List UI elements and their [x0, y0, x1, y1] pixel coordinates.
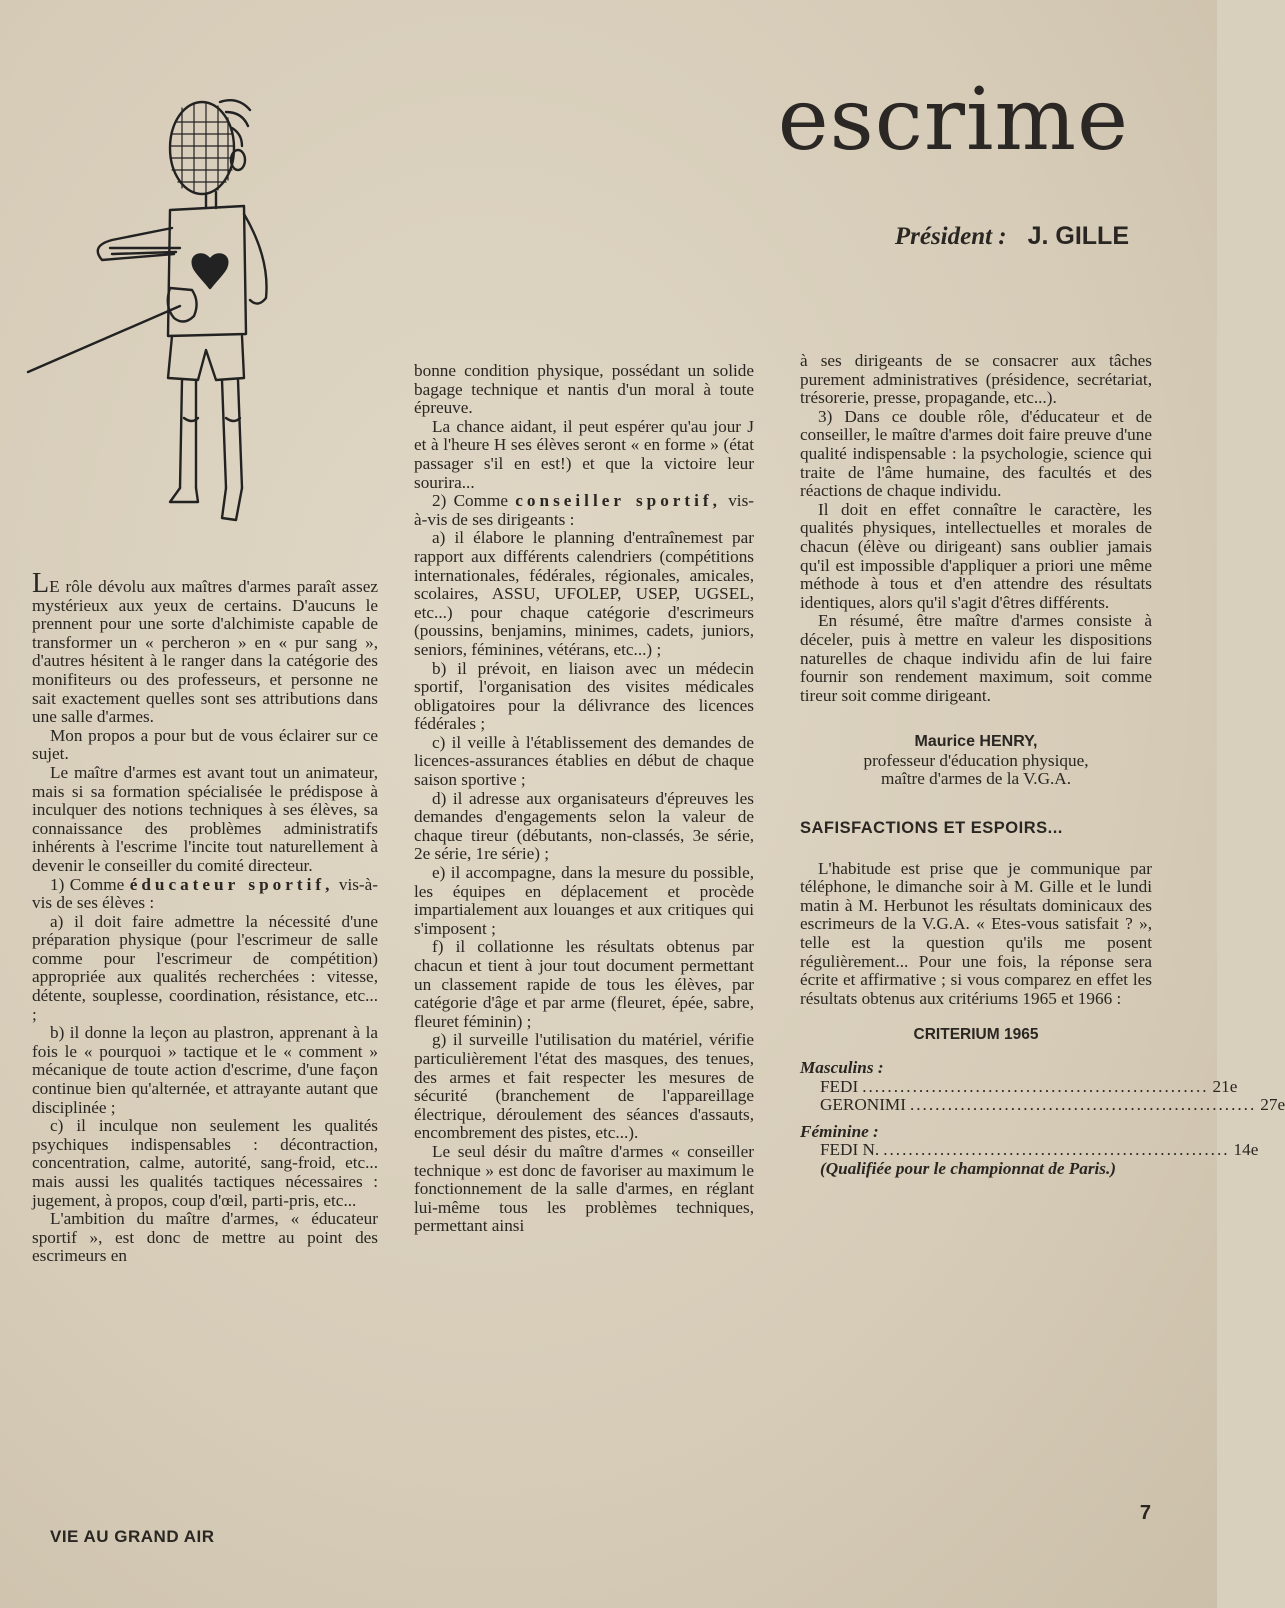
article-column-1 — [32, 568, 378, 1266]
result-row: FEDI ....................................................... 21e — [820, 1076, 1238, 1096]
list-item: d) il adresse aux organisateurs d'épreuves les demandes d'engagements selon la valeur de chaque tireur (débutants, non-classés, 3e série, 2e série, 1re série) ; — [414, 788, 754, 864]
paragraph: à ses dirigeants de se consacrer aux tâches purement administratives (présidence, secrétariat, trésorerie, presse, propagande, etc...). — [800, 351, 1152, 408]
list-item: a) il élabore le planning d'entraînemest par rapport aux différents calendriers (compétitions internationales, fédérales, régionales, amicales, scolaires, ASSU, UFOLEP, USEP, UGSEL, etc...) pour chaque catégorie d'escrimeurs (poussins, benjamins, minimes, cadets, juniors, seniors, féminines, vétérans, etc...) ; — [414, 528, 754, 659]
keyword: conseiller sportif, — [515, 491, 721, 511]
list-item: c) il veille à l'établissement des demandes de licences-assurances établies en début de chaque saison sportive ; — [414, 732, 754, 790]
keyword: éducateur sportif, — [129, 874, 334, 894]
paragraph: Mon propos a pour but de vous éclairer sur ce sujet. — [32, 725, 378, 764]
paragraph: Le seul désir du maître d'armes « conseiller technique » est donc de favoriser au maximum le fonctionnement de la salle d'armes, en réglant lui-même tous les problèmes techniques, permettant ainsi — [414, 1141, 754, 1236]
list-item: b) il prévoit, en liaison avec un médecin sportif, l'organisation des visites médicales obligatoires pour la délivrance des licences fédérales ; — [414, 658, 754, 734]
paragraph: La chance aidant, il peut espérer qu'au jour J et à l'heure H ses élèves seront « en forme » (état passager s'il en est!) et que la victoire leur sourira... — [414, 416, 754, 492]
section-heading: SAFISFACTIONS ET ESPOIRS... — [800, 819, 1063, 838]
paragraph: 1) Comme éducateur sportif, vis-à-vis de ses élèves : — [32, 874, 378, 913]
fencer-icon — [20, 88, 300, 548]
result-name: GERONIMI — [820, 1095, 906, 1115]
paragraph: 2) Comme conseiller sportif, vis-à-vis de ses dirigeants : — [414, 491, 754, 529]
list-item: a) il doit faire admettre la nécessité d'une préparation physique (pour l'escrimeur de salle comme pour l'escrimeur de compétition) appropriée aux qualités recherchées : vitesse, détente, souplesse, coordination, résistance, etc... ; — [32, 911, 378, 1024]
article-column-2 — [414, 362, 754, 1236]
list-item: e) il accompagne, dans la mesure du possible, les équipes en déplacement et procède impartialement aux louanges et aux critiques qui s'imposent ; — [414, 863, 754, 938]
paragraph: 3) Dans ce double rôle, d'éducateur et de conseiller, le maître d'armes doit faire preuve d'une qualité indispensable : la psychologie, science qui traite de l'âme humaine, des facultés et des réactions de chaque individu. — [800, 406, 1152, 501]
paragraph: LE rôle dévolu aux maîtres d'armes paraît assez mystérieux aux yeux de certains. D'aucuns le prennent pour une sorte d'alchimiste capable de transformer un « percheron » en « pur sang », d'autres hésitent à le ranger dans la catégorie des monifiteurs ou des professeurs, et personne ne sait exactement quelles sont ses attributions dans une salle d'armes. — [32, 568, 378, 727]
result-row: FEDI N. ....................................................... 14e — [820, 1140, 1259, 1160]
paragraph: En résumé, être maître d'armes consiste à déceler, puis à mettre en valeur les dispositions naturelles de chaque individu afin de lui faire fournir son rendement maximum, soit comme tireur soit comme dirigeant. — [800, 611, 1152, 705]
result-name: FEDI — [820, 1076, 859, 1096]
paragraph: Il doit en effet connaître le caractère, les qualités physiques, intellectuelles et morales de chacun (élève ou dirigeant) sans oublier jamais qu'il est impossible d'appliquer a priori une même méthode à tous et d'en attendre des résultats identiques, alors qu'il s'agit d'êtres différents. — [800, 499, 1152, 612]
article-column-3 — [800, 351, 1285, 1179]
results-label: Féminine : — [800, 1121, 879, 1141]
paragraph: bonne condition physique, possédant un solide bagage technique et nantis d'un moral à toute épreuve. — [414, 361, 754, 418]
results-label: Masculins : — [800, 1058, 884, 1077]
result-rank: 14e — [1233, 1140, 1259, 1160]
result-row: GERONIMI ....................................................... 27e — [820, 1095, 1285, 1115]
page-title: escrime — [777, 70, 1129, 170]
page-number: 7 — [1139, 1502, 1151, 1524]
list-item: b) il donne la leçon au plastron, apprenant à la fois le « pourquoi » tactique et le « comment » mécanique de toute action d'escrime, d'une façon continue bien qu'alternée, et attrayante autant que disciplinée ; — [32, 1023, 378, 1117]
result-rank: 21e — [1212, 1076, 1238, 1096]
list-item: f) il collationne les résultats obtenus par chacun et tient à jour tout document permettant un classement rapide de tous les élèves, par catégorie d'âge et par arme (fleuret, épée, sabre, fleuret féminin) ; — [414, 937, 754, 1031]
author-title: maître d'armes de la V.G.A. — [880, 769, 1072, 789]
criterium-heading: CRITERIUM 1965 — [913, 1026, 1039, 1044]
president-label: Président : — [894, 223, 1007, 250]
president-line — [895, 222, 1129, 251]
result-note: (Qualifiée pour le championnat de Paris.) — [820, 1158, 1117, 1178]
list-item: g) il surveille l'utilisation du matériel, vérifie particulièrement l'état des masques, des tenues, des armes et fait respecter les mesures de sécurité (branchement de l'appareillage électrique, déroulement des séances d'assauts, encombrement des pistes, etc...). — [414, 1030, 754, 1143]
author-name: Maurice HENRY, — [914, 733, 1038, 751]
magazine-name: VIE AU GRAND AIR — [50, 1527, 215, 1546]
paragraph: L'ambition du maître d'armes, « éducateur sportif », est donc de mettre au point des escrimeurs en — [32, 1209, 378, 1266]
paragraph: Le maître d'armes est avant tout un animateur, mais si sa formation spécialisée le prédispose à inculquer des notions techniques à ses élèves, sa connaissance des problèmes administratifs inhérents à l'escrime l'incite tout naturellement à devenir le conseiller du comité directeur. — [32, 762, 378, 875]
president-name: J. GILLE — [1027, 222, 1129, 250]
result-name: FEDI N. — [820, 1140, 880, 1160]
author-title: professeur d'éducation physique, — [863, 750, 1089, 770]
drop-cap: L — [32, 568, 50, 599]
list-item: c) il inculque non seulement les qualités psychiques indispensables : décontraction, concentration, calme, autorité, sang-froid, etc... mais aussi les qualités tactiques nécessaires : jugement, à propos, coup d'œil, parti-pris, etc... — [32, 1116, 378, 1210]
result-rank: 27e — [1260, 1095, 1285, 1115]
paragraph: L'habitude est prise que je communique par téléphone, le dimanche soir à M. Gille et le lundi matin à M. Herbunot les résultats dominicaux des escrimeurs de la V.G.A. « Etes-vous satisfait ? », telle est la question qu'ils me posent régulièrement... Pour une fois, la réponse sera écrite et affirmative ; si vous comparez en effet les résultats obtenus aux critériums 1965 et 1966 : — [800, 858, 1152, 1008]
